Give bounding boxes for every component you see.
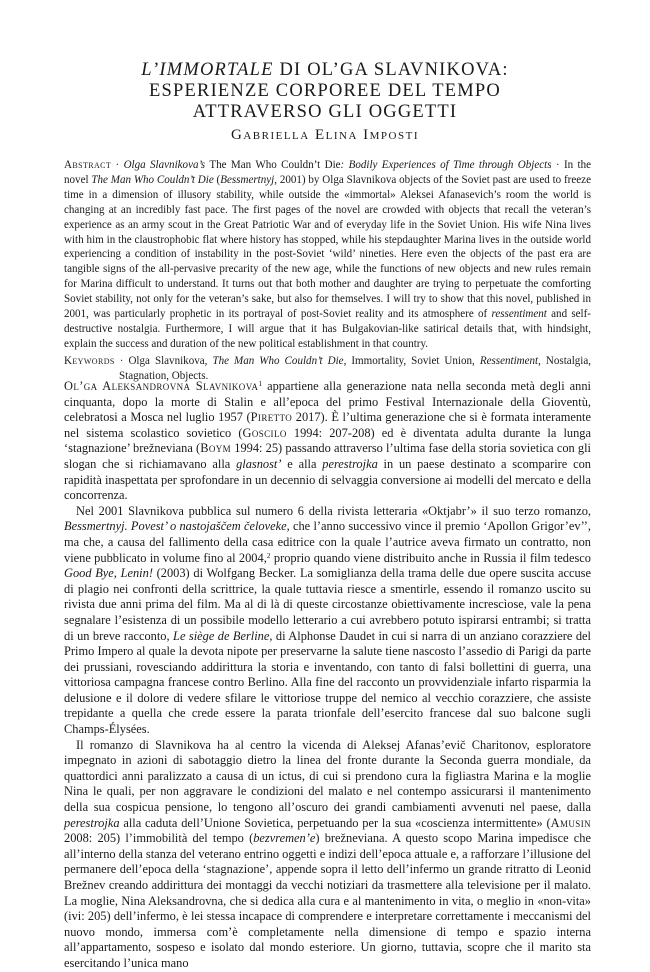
abstract-text: Abstract · Olga Slavnikova’s The Man Who Couldn’t Die: Bodily Experiences of Time through Objects · In the novel The Man Who Couldn’t Die (Bessmertnyj, 2001) by Olga Slavnikova objects of the Soviet past are used to freeze time in a dimension of illusory stability, while outside the «immortal» Aleksei Afanasevich’s room the world is changing at an incredibly fast pace. The first pages of the novel are crowded with objects that recall the veteran’s experience as an army scout in the Great Patriotic War and of everyday life in the Soviet Union. His wife Nina lives with him in the claustrophobic flat where history has stopped, while his stepdaughter Marina lives in the outside world experiencing a condition of instability in the post-Soviet ‘wild’ nineties. Here even the objects of the past era are tangible signs of the all-pervasive precarity of the new age, while the functions of new objects and new rules remain for Marina difficult to understand. It turns out that both mother and daughter are trying to perpetuate the comforting Soviet stability, not only for the veteran’s sake, but also for themselves. I will try to show that this novel, published in 2001, was particularly prophetic in its portrayal of post-Soviet reality and its atmosphere of ressentiment and self-destructive nostalgia. Furthermore, I will argue that it has Bulgakovian-like satirical details that, with hindsight, explain the success and duration of the new political establishment in that country. [64, 159, 592, 350]
article-title [0, 60, 650, 123]
paragraph-1: Ol’ga Aleksandrovna Slavnikova$^1$ appartiene alla generazione nata nella seconda metà degli anni cinquanta, dopo la morte di Stalin e all’epoca del primo Festival Internazionale della Gioventù, celebratosi a Mosca nel luglio 1957 (Piretto 2017). È l’ultima generazione che si è formata interamente nel sistema scolastico sovietico (Goscilo 1994: 207-208) ed è diventata adulta durante la lunga ‘stagnazione’ brežneviana (Boym 1994: 25) passando attraverso l’ultima fase della storia sovietica con gli slogan che si richiamavano alla glasnost’ e alla perestrojka in un paese destinato a scomparire con rapidità inaspettata per sprofondare in un decennio di selvaggia conversione ai modelli del mercato e della concorrenza. [64, 379, 591, 503]
abstract [64, 158, 591, 384]
title-rest-part: DI OL’GA SLAVNIKOVA: [273, 60, 509, 80]
keywords: Keywords · Olga Slavnikova, The Man Who Couldn’t Die, Immortality, Soviet Union, Ressentiment, Nostalgia, Stagnation, Objects. [64, 354, 592, 382]
title-line-3: ATTRAVERSO GLI OGGETTI [192, 102, 458, 122]
title-line-2: ESPERIENZE CORPOREE DEL TEMPO [149, 81, 501, 101]
footnote-ref-2[interactable]: 2 [266, 550, 271, 560]
keywords-label: Keywords [64, 354, 115, 367]
paragraph-2: Nel 2001 Slavnikova pubblica sul numero 6 della rivista letteraria «Oktjabr’» il suo terzo romanzo, Bessmertnyj. Povest’ o nastojaščem čeloveke, che l’anno successivo vince il premio ‘Apollon Grigor’ev’’, ma che, a causa del fallimento della casa editrice con la quale l’autrice aveva firmato un contratto, non viene pubblicato in volume fino al 2004,$^2$ proprio quando viene distribuito anche in Russia il film tedesco Good Bye, Lenin! (2003) di Wolfgang Becker. La somiglianza della trama delle due opere suscita accuse di plagio nei confronti della scrittrice, la quale tuttavia riesce a smentirle, essendo il romanzo uscito su rivista due anni prima del film. Ma al di là di queste circostanze obiettivamente increscìose, vale la pena segnalare l’esistenza di un possibile modello letterario a cui avrebbero potuto ispirarsi entrambi; si tratta di un breve racconto, Le siège de Berline, di Alphonse Daudet in cui si narra di un anziano corazziere del Primo Impero al quale la devota nipote per preservarne la salute tiene nascosto l’assedio di Parigi da parte dei prussiani, rovesciando addirittura la storia e inventando, con tanto di falsi bollettini di guerra, una vittoriosa campagna francese contro Berlino. Alla fine del racconto un provvidenziale infarto risparmia la delusione e il dolore di vedere sfilare le vittoriose truppe del nemico al vecchio corazziere, che assiste trepidante a quella che crede essere la parata trionfale dell’esercito francese dal suo balcone sugli Champs-Élysées. [64, 503, 591, 737]
title-line-1 [0, 60, 650, 81]
paragraph-3: Il romanzo di Slavnikova ha al centro la vicenda di Aleksej Afanas’evič Charitonov, esploratore impegnato in azioni di sabotaggio dietro la linea del fronte durante la Seconda guerra mondiale, da quattordici anni paralizzato a causa di un ictus, di cui si prendono cura la figliastra Marina e la moglie Nina le quali, per non aggravare le condizioni del malato e nel contempo assicurarsi il mantenimento della sua cospicua pensione, lo tengono all’oscuro dei grandi cambiamenti avvenuti nel paese, dalla perestrojka alla caduta dell’Unione Sovietica, perpetuando per la sua «coscienza intermittente» (Amusin 2008: 205) l’immobilità del tempo (bezvremen’e) brežneviana. A questo scopo Marina impedisce che all’interno della stanza del veterano entrino oggetti e indizi dell’epoca attuale e, a rafforzare l’illusione del permanere dell’epoca della ‘stagnazione’, appende sopra il letto dell’infermo un grande ritratto di Leonid Brežnev creando addirittura dei montaggi da vecchi notiziari da trasmettere alla televisione per il malato. La moglie, Nina Aleksandrovna, che si dedica alla cura e al mantenimento in vita, o meglio in «non-vita» (ivi: 205) dell’infermo, è lei stessa incapace di comprendere e interpretare correttamente i meccanismi del nuovo mondo, immersa com’è completamente nella dimensione di tempo e spazio interna all’appartamento, sospeso e isolato dal mondo esteriore. Un giorno, tuttavia, scopre che il marito sta esercitando l’unica mano [64, 737, 591, 970]
article-body [64, 379, 591, 972]
footnote-ref-1[interactable]: 1 [258, 379, 263, 388]
title-italic-part: L’IMMORTALE [141, 60, 274, 80]
author-name: Gabriella Elina Imposti [231, 127, 419, 143]
abstract-label: Abstract [64, 159, 112, 171]
